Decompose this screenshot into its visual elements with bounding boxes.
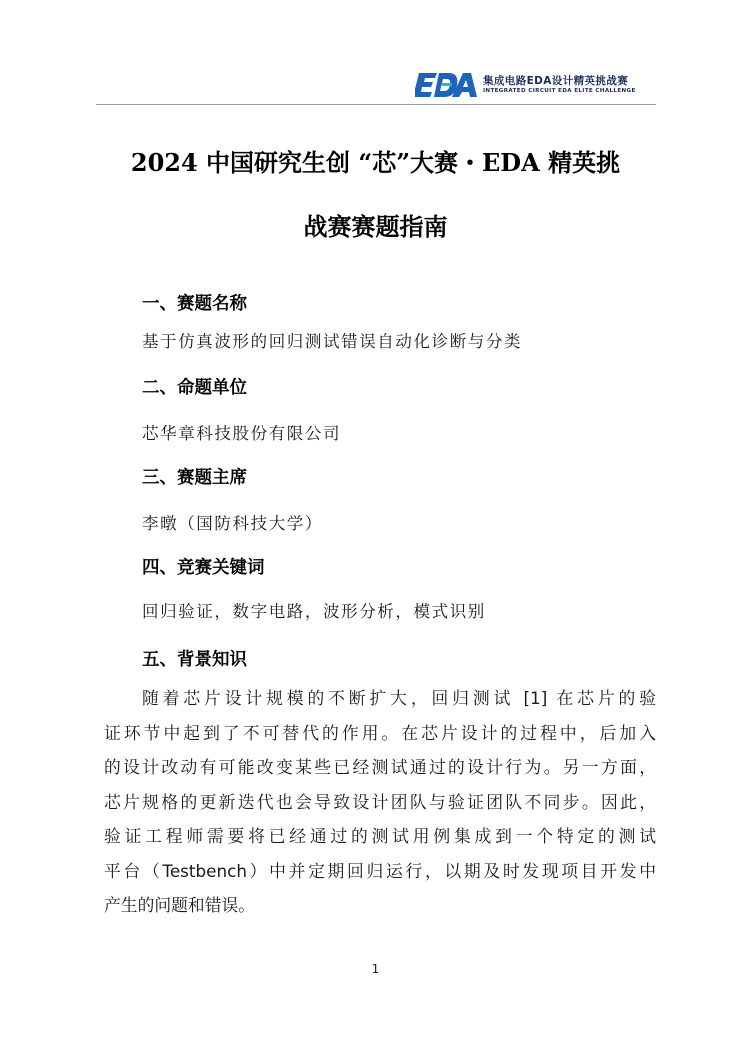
paragraph-line: 验证工程师需要将已经通过的测试用例集成到一个特定的测试 xyxy=(104,826,656,846)
header-divider xyxy=(96,104,656,105)
paragraph-line: 证环节中起到了不可替代的作用。在芯片设计的过程中，后加入 xyxy=(104,722,656,743)
section-heading-chair: 三、赛题主席 xyxy=(142,468,247,488)
logo-english-text: INTEGRATED CIRCUIT EDA ELITE CHALLENGE xyxy=(483,88,636,94)
paragraph-line: 产生的问题和错误。 xyxy=(104,895,256,915)
section-heading-keywords: 四、竞赛关键词 xyxy=(142,558,265,578)
section-heading-name: 一、赛题名称 xyxy=(142,294,247,314)
eda-logo-icon xyxy=(415,72,477,98)
eda-challenge-logo xyxy=(415,68,655,102)
paragraph-line: 随着芯片设计规模的不断扩大，回归测试 [1] 在芯片的验 xyxy=(142,688,656,708)
document-title-line-2: 战赛赛题指南 xyxy=(303,212,448,241)
section-heading-background: 五、背景知识 xyxy=(142,650,247,670)
paragraph-line: 芯片规格的更新迭代也会导致设计团队与验证团队不同步。因此， xyxy=(104,791,656,812)
logo-chinese-text: 集成电路EDA设计精英挑战赛 xyxy=(483,75,629,87)
document-title-line-1: 2024 中国研究生创 “芯”大赛・EDA 精英挑 xyxy=(130,148,621,177)
page-number: 1 xyxy=(371,962,380,976)
paragraph-line: 平台（Testbench）中并定期回归运行，以期及时发现项目开发中 xyxy=(104,860,656,881)
section-content-chair: 李暾（国防科技大学） xyxy=(142,514,323,533)
paragraph-line: 的设计改动有可能改变某些已经测试通过的设计行为。另一方面， xyxy=(104,757,656,777)
section-content-name: 基于仿真波形的回归测试错误自动化诊断与分类 xyxy=(142,332,523,351)
section-content-unit: 芯华章科技股份有限公司 xyxy=(142,424,342,443)
section-content-keywords: 回归验证，数字电路，波形分析，模式识别 xyxy=(142,602,486,621)
section-heading-unit: 二、命题单位 xyxy=(142,378,247,398)
background-paragraph xyxy=(104,681,656,923)
